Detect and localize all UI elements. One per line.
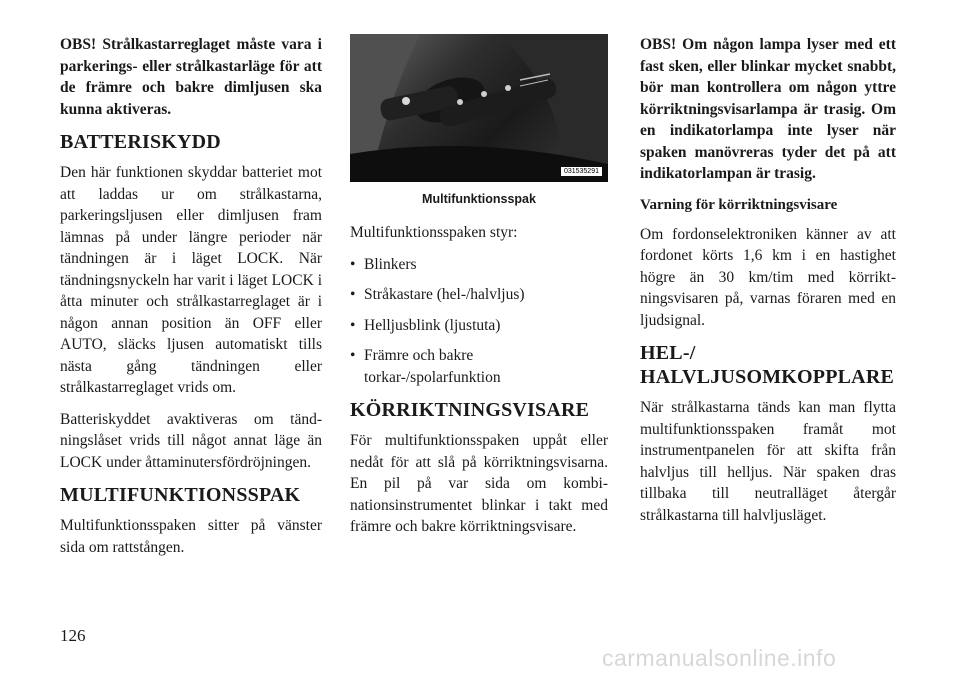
column-right xyxy=(640,34,896,536)
beam-switch-paragraph: När strålkastarna tänds kan man flytta multifunktionsspaken framåt mot instrumentpanelen för att skifta från halvljus till helljus. När spaken dras tillbaka till neutralläget återgår strålkastarna till halvljusläget. xyxy=(640,399,896,524)
lamp-check-note: OBS! Om någon lampa lyser med ett fast sken, eller blinkar mycket snabbt, bör man kontrollera om någon yttre körriktningsvisarlampa är trasig. Om en indikatorlampa inte lyser när spaken manövreras tyder det på att indikatorlampan är trasig. xyxy=(640,36,896,182)
headlight-switch-note: OBS! Strålkastarreglaget måste vara i parkerings- eller strålkastarläge för att de främre och bakre dimljusen ska kunna aktiveras. xyxy=(60,36,322,118)
lever-illustration xyxy=(350,34,608,182)
page-number: 126 xyxy=(60,626,86,645)
multifunction-lever-heading: MULTIFUNKTIONSSPAK xyxy=(60,484,301,506)
multifunction-lever-photo xyxy=(350,34,608,182)
column-left xyxy=(60,34,322,568)
figure-code: 031535291 xyxy=(561,167,602,176)
list-item: • Stråkastare (hel-/halvljus) xyxy=(350,284,608,306)
battery-saver-heading: BATTERISKYDD xyxy=(60,131,221,153)
list-item-line-1: • Främre och bakre xyxy=(364,347,474,364)
battery-saver-paragraph-1: Den här funktionen skyddar batteriet mot att laddas ur om strålkastarna, parkeringsljusen eller dimljusen fram lämnas på under längre perioder när tändningen är i läget LOCK. När tändningsnyckeln har varit i läget LOCK i åtta minuter och strålkastarreglaget är i någon annan position än OFF eller AUTO, släcks ljusen automatiskt tills nästa gång tändningen eller strålkastarreglaget vrids om. xyxy=(60,164,322,396)
beam-switch-heading xyxy=(640,341,896,389)
column-middle xyxy=(350,34,608,548)
beam-heading-line-2: HALVLJUSOMKOPPLARE xyxy=(640,366,895,388)
figure-caption: Multifunktionsspak xyxy=(422,192,536,206)
multifunction-list xyxy=(350,254,608,389)
list-item: • Helljusblink (ljustuta) xyxy=(350,315,608,337)
turn-signal-paragraph: För multifunktionsspaken uppåt eller nedåt för att slå på körriktningsvisarna. En pil på var sida om kombinationsinstrumentet blinkar i takt med främre och bakre körriktningsvisare. xyxy=(350,432,608,535)
multifunction-intro: Multifunktionsspaken styr: xyxy=(350,224,518,241)
multifunction-lever-paragraph: Multifunktionsspaken sitter på vänster sida om rattstången. xyxy=(60,517,322,556)
list-item-line-2: torkar-/spolarfunktion xyxy=(364,368,501,386)
turn-signal-warning-heading: Varning för körriktningsvisare xyxy=(640,196,838,213)
list-item: • Blinkers xyxy=(350,254,608,276)
list-item xyxy=(350,345,608,388)
turn-signal-warning-paragraph: Om fordonselektroniken känner av att fordonet körts 1,6 km i en hastighet högre än 30 km/tim med körriktningsvisaren på, varnas föraren med en ljudsignal. xyxy=(640,225,896,329)
battery-saver-paragraph-2: Batteriskyddet avaktiveras om tändningslåset vrids till något annat läge än LOCK under åttaminutersfördröjningen. xyxy=(60,410,322,471)
watermark: carmanualsonline.info xyxy=(602,645,837,671)
turn-signal-heading: KÖRRIKTNINGSVISARE xyxy=(350,399,590,421)
beam-heading-line-1: HEL-/ xyxy=(640,342,696,364)
